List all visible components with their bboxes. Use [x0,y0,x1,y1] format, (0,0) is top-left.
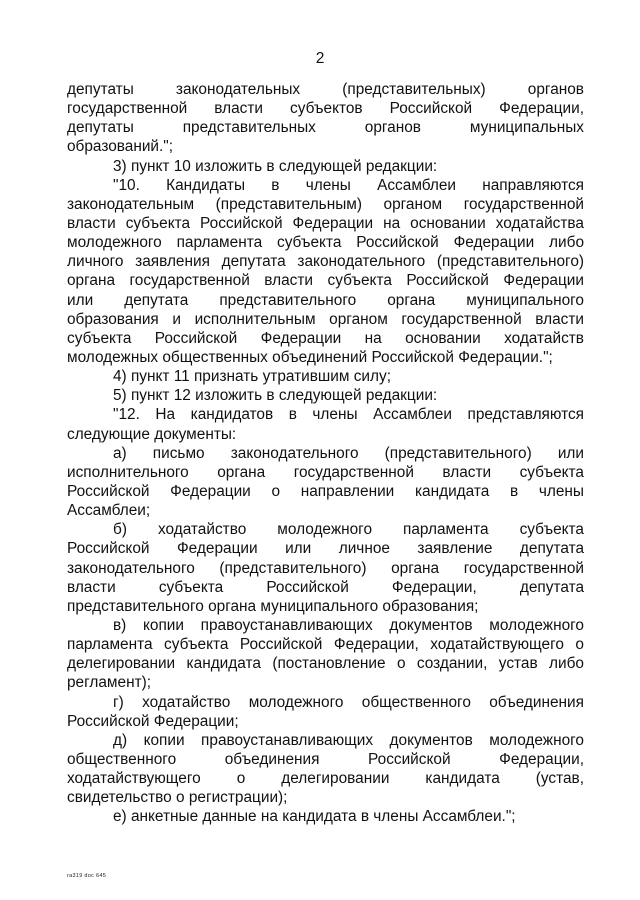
text-line: "10. Кандидаты в члены Ассамблеи направляются [113,176,584,194]
text-line: д) копии правоустанавливающих документов молодежного [113,731,584,749]
text-line: представительного органа муниципального образования; [67,597,479,615]
page-number: 2 [315,50,325,67]
text-line: ходатайствующего о делегировании кандидата (устав, [67,770,584,788]
text-line: е) анкетные данные на кандидата в члены Ассамблеи."; [113,808,516,826]
text-line: или депутата представительного органа муниципального [67,291,584,309]
text-line: Российской Федерации; [67,712,239,730]
sub-d [67,731,584,808]
text-line: Российской Федерации о направлении кандидата в члены [67,482,584,500]
text-line: образований."; [67,138,174,156]
sub-b [67,520,584,616]
text-line: а) письмо законодательного (представительного) или [113,444,584,462]
text-line: регламент); [67,674,152,692]
text-line: 3) пункт 10 изложить в следующей редакции: [113,157,438,175]
text-line: Российской Федерации или личное заявление депутата [67,540,584,558]
text-line: парламента субъекта Российской Федерации, ходатайствующего о [67,636,584,654]
text-line: государственной власти субъектов Российской Федерации, [67,100,584,118]
text-line: 5) пункт 12 изложить в следующей редакции: [113,387,438,405]
continuation-paragraph [67,80,584,157]
text-line: депутаты представительных органов муниципальных [67,119,584,137]
text-line: депутаты законодательных (представительных) органов [67,81,584,98]
footer-code: ra319 doc 645 [67,873,107,879]
point-10 [67,176,584,367]
point-12 [67,405,584,443]
text-line: законодательного (представительного) органа государственной [67,559,584,577]
text-line: Ассамблеи; [67,502,151,520]
text-line: в) копии правоустанавливающих документов молодежного [113,616,584,634]
text-line: субъекта Российской Федерации на основании ходатайств [67,329,584,347]
text-line: власти субъекта Российской Федерации на основании ходатайства [67,214,584,232]
text-line: законодательным (представительным) органом государственной [67,195,584,213]
text-line: общественного объединения Российской Федерации, [67,750,584,768]
document-body [67,80,584,826]
sub-a [67,444,584,521]
text-line: молодежных общественных объединений Российской Федерации."; [67,348,553,366]
text-line: следующие документы: [67,425,237,443]
text-line: органа государственной власти субъекта Российской Федерации [67,272,584,290]
text-line: исполнительного органа государственной власти субъекта [67,463,584,481]
item-5 [67,386,584,405]
sub-g [67,693,584,731]
text-line: б) ходатайство молодежного парламента субъекта [113,521,584,539]
text-line: 4) пункт 11 признать утратившим силу; [113,368,391,386]
text-line: молодежного парламента субъекта Российской Федерации либо [67,234,584,252]
text-line: власти субъекта Российской Федерации, депутата [67,578,584,596]
text-line: свидетельство о регистрации); [67,789,288,807]
text-line: г) ходатайство молодежного общественного объединения [113,693,584,711]
item-3 [67,157,584,176]
text-line: делегировании кандидата (постановление о создании, устав либо [67,655,584,673]
text-line: "12. На кандидатов в члены Ассамблеи представляются [113,406,584,424]
sub-v [67,616,584,693]
text-line: личного заявления депутата законодательного (представительного) [67,253,584,271]
sub-e [67,807,584,826]
item-4 [67,367,584,386]
text-line: образования и исполнительным органом государственной власти [67,310,584,328]
